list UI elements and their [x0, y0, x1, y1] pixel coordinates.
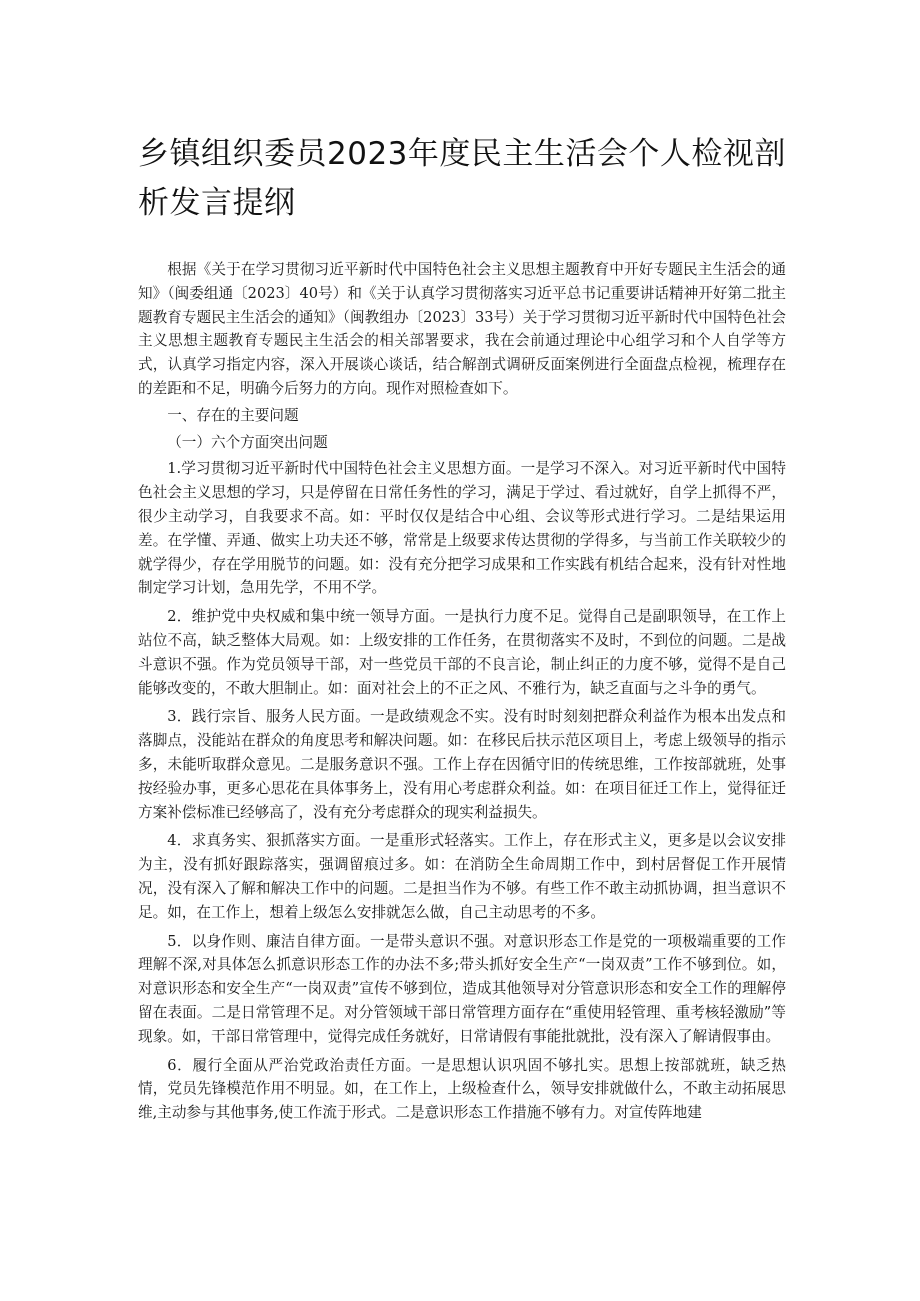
document-title: 乡镇组织委员2023年度民主生活会个人检视剖析发言提纲 [138, 136, 786, 221]
item-paragraph-1: 1.学习贯彻习近平新时代中国特色社会主义思想方面。一是学习不深入。对习近平新时代中国特色社会主义思想的学习，只是停留在日常任务性的学习，满足于学过、看过就好，自学上抓得不严，很少主动学习，自我要求不高。如：平时仅仅是结合中心组、会议等形式进行学习。二是结果运用差。在学懂、弄通、做实上功夫还不够，常常是上级要求传达贯彻的学得多，与当前工作关联较少的就学得少，存在学用脱节的问题。如：没有充分把学习成果和工作实践有机结合起来，没有针对性地制定学习计划，急用先学，不用不学。 [138, 460, 786, 597]
item-paragraph-2: 2．维护党中央权威和集中统一领导方面。一是执行力度不足。觉得自己是副职领导，在工作上站位不高，缺乏整体大局观。如：上级安排的工作任务，在贯彻落实不及时，不到位的问题。二是战斗意识不强。作为党员领导干部，对一些党员干部的不良言论，制止纠正的力度不够，觉得不是自己能够改变的，不敢大胆制止。如：面对社会上的不正之风、不雅行为，缺乏直面与之斗争的勇气。 [138, 608, 786, 697]
item-paragraph-5: 5．以身作则、廉洁自律方面。一是带头意识不强。对意识形态工作是党的一项极端重要的工作理解不深,对具体怎么抓意识形态工作的办法不多;带头抓好安全生产“一岗双责”工作不够到位。如，对意识形态和安全生产“一岗双责”宣传不够到位，造成其他领导对分管意识形态和安全工作的理解停留在表面。二是日常管理不足。对分管领域干部日常管理方面存在“重使用轻管理、重考核轻激励”等现象。如，干部日常管理中，觉得完成任务就好，日常请假有事能批就批，没有深入了解请假事由。 [138, 932, 786, 1045]
item-paragraph-6: 6．履行全面从严治党政治责任方面。一是思想认识巩固不够扎实。思想上按部就班，缺乏热情，党员先锋模范作用不明显。如，在工作上，上级检查什么，领导安排就做什么，不敢主动拓展思维,主动参与其他事务,使工作流于形式。二是意识形态工作措施不够有力。对宣传阵地建 [138, 1056, 786, 1122]
section-heading: 一、存在的主要问题 [167, 406, 299, 424]
subsection-heading: （一）六个方面突出问题 [167, 433, 328, 451]
item-paragraph-3: 3．践行宗旨、服务人民方面。一是政绩观念不实。没有时时刻刻把群众利益作为根本出发点和落脚点，没能站在群众的角度思考和解决问题。如：在移民后扶示范区项目上，考虑上级领导的指示多，未能听取群众意见。二是服务意识不强。工作上存在因循守旧的传统思维，工作按部就班，处事按经验办事，更多心思花在具体事务上，没有用心考虑群众利益。如：在项目征迁工作上，觉得征迁方案补偿标准已经够高了，没有充分考虑群众的现实利益损失。 [138, 708, 786, 821]
intro-paragraph: 根据《关于在学习贯彻习近平新时代中国特色社会主义思想主题教育中开好专题民主生活会的通知》（闽委组通〔2023〕40号）和《关于认真学习贯彻落实习近平总书记重要讲话精神开好第二批主题教育专题民主生活会的通知》（闽教组办〔2023〕33号）关于学习贯彻习近平新时代中国特色社会主义思想主题教育专题民主生活会的相关部署要求，我在会前通过理论中心组学习和个人自学等方式，认真学习指定内容，深入开展谈心谈话，结合解剖式调研反面案例进行全面盘点检视，梳理存在的差距和不足，明确今后努力的方向。现作对照检查如下。 [138, 261, 786, 397]
document-body [138, 258, 786, 1125]
item-paragraph-4: 4．求真务实、狠抓落实方面。一是重形式轻落实。工作上，存在形式主义，更多是以会议安排为主，没有抓好跟踪落实，强调留痕过多。如：在消防全生命周期工作中，到村居督促工作开展情况，没有深入了解和解决工作中的问题。二是担当作为不够。有些工作不敢主动抓协调，担当意识不足。如，在工作上，想着上级怎么安排就怎么做，自己主动思考的不多。 [138, 832, 786, 921]
